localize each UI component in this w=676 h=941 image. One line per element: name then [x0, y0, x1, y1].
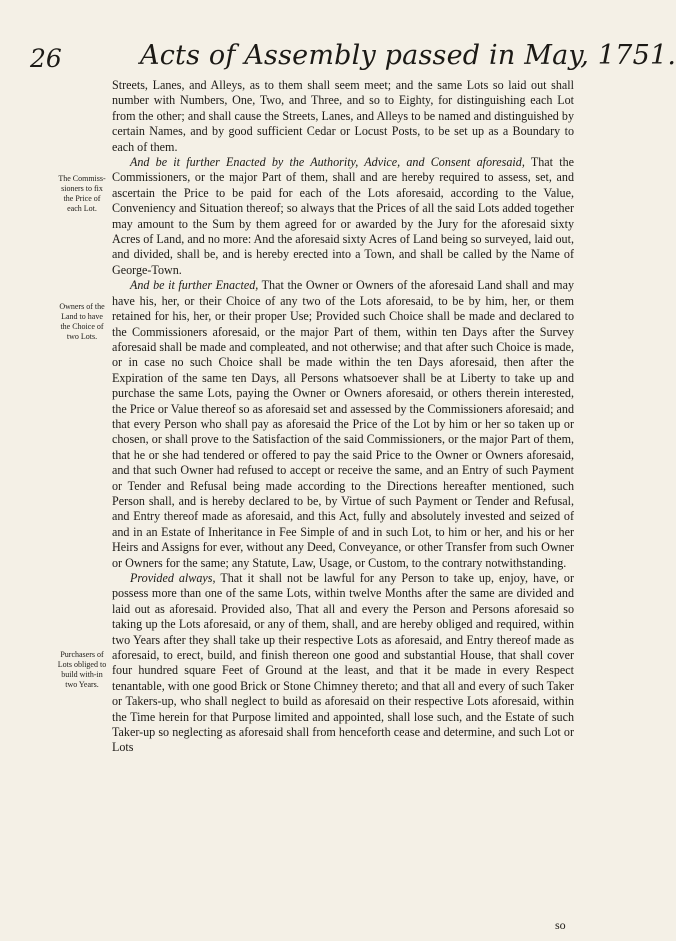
paragraph-2-lead: And be it further Enacted by the Authority, Advice, and Consent aforesaid, — [130, 155, 525, 170]
marginal-note-purchasers: Purchasers of Lots obliged to build with-in two Years. — [57, 650, 107, 689]
marginal-note-commissioners: The Commiss-sioners to fix the Price of each Lot. — [58, 174, 106, 213]
page-header — [0, 40, 676, 80]
paragraph-4-lead: Provided always, — [130, 571, 216, 585]
paragraph-1 — [112, 78, 574, 155]
marginal-note-owners: Owners of the Land to have the Choice of two Lots. — [59, 302, 105, 341]
paragraph-1-text: Streets, Lanes, and Alleys, as to them shall seem meet; and the same Lots so laid out shall number with Numbers, One, Two, and Three, and so to Eighty, for distinguishing each Lot from the other; and shall cause the Streets, Lanes, and Alleys to be named and distinguished by certain Names, and by good sufficient Cedar or Locust Posts, to be set up as a Boundary to each of them. — [112, 78, 574, 154]
paragraph-3-lead: And be it further Enacted, — [130, 278, 259, 293]
paragraph-2-text: That the Commissioners, or the major Part of them, shall and are hereby required to assess, set, and ascertain the Price to be paid for each of the Lots aforesaid, according to the Value, Conveniency and Situation thereof; so always that the Prices of all the said Lots added together may amount to the Sum by them agreed for or awarded by the Jury for the aforesaid sixty Acres of Land, and no more: And the aforesaid sixty Acres of Land being so surveyed, laid out, and divided, shall be, and is hereby erected into a Town, and shall be called by the Name of George-Town. — [112, 155, 574, 277]
paragraph-3-text: That the Owner or Owners of the aforesaid Land shall and may have his, her, or their Choice of any two of the Lots aforesaid, to be by him, her, or them retained for his, her, or their proper Use; Provided such Choice shall be made and declared to the Commissioners aforesaid, or the major Part of them, within ten Days after the Survey aforesaid shall be made and compleated, and not otherwise; and that after such Choice is made, or in case no such Choice shall be made within the ten Days aforesaid, then after the Expiration of the same ten Days, all Persons whatsoever shall be at Liberty to take up and purchase the same Lots, paying the Owner or Owners aforesaid, or others therein interested, the Price or Value thereof so as aforesaid set and assessed by the Commissioners aforesaid; and that every Person who shall pay as aforesaid the Price of the Lot by him or her so taken up or chosen, or shall prove to the Satisfaction of the said Commissioners, or the major Part of them, that he or she had tendered or offered to pay the said Price to the Owner or Owners aforesaid, and that such Owner had refused to accept or receive the same, and an Entry of such Payment or Tender and Refusal being made according to the Directions hereafter mentioned, such Person shall, and is hereby declared to be, by Virtue of such Payment or Tender and Refusal, and Entry thereof made as aforesaid, and this Act, fully and absolutely invested and seized of and in an Estate of Inheritance in Fee Simple of and in such Lot, to him or her, and his or her Heirs and Assigns for ever, without any Deed, Conveyance, or other Transfer from such Owner or Owners for the same; any Statute, Law, Usage, or Custom, to the contrary notwithstanding. — [112, 278, 574, 570]
body-text — [112, 78, 574, 756]
paragraph-3 — [112, 278, 574, 571]
paragraph-2 — [112, 155, 574, 278]
paragraph-4 — [112, 571, 574, 756]
running-head: Acts of Assembly passed in May, 1751. — [140, 40, 676, 71]
paragraph-4-text: That it shall not be lawful for any Person to take up, enjoy, have, or possess more than one of the same Lots, within twelve Months after the same are divided and laid out as aforesaid. Provided also, That all and every the Person and Persons aforesaid so taking up the Lots aforesaid, or any of them, shall, and are hereby obliged and required, within two Years after they shall take up their respective Lots as aforesaid, and Entry thereof made as aforesaid, to erect, build, and finish thereon one good and substantial House, that shall cover four hundred square Feet of Ground at the least, and that it be made in every Respect tenantable, with one good Brick or Stone Chimney thereto; and that all and every of such Taker or Takers-up, who shall neglect to build as aforesaid on their respective Lots aforesaid, within the Time herein for that Purpose limited and appointed, shall lose such, and the Estate of such Taker-up so neglecting as aforesaid shall from henceforth cease and determine, and such Lot or Lots — [112, 571, 575, 755]
page-number: 26 — [30, 44, 62, 73]
catchword: so — [555, 918, 566, 932]
